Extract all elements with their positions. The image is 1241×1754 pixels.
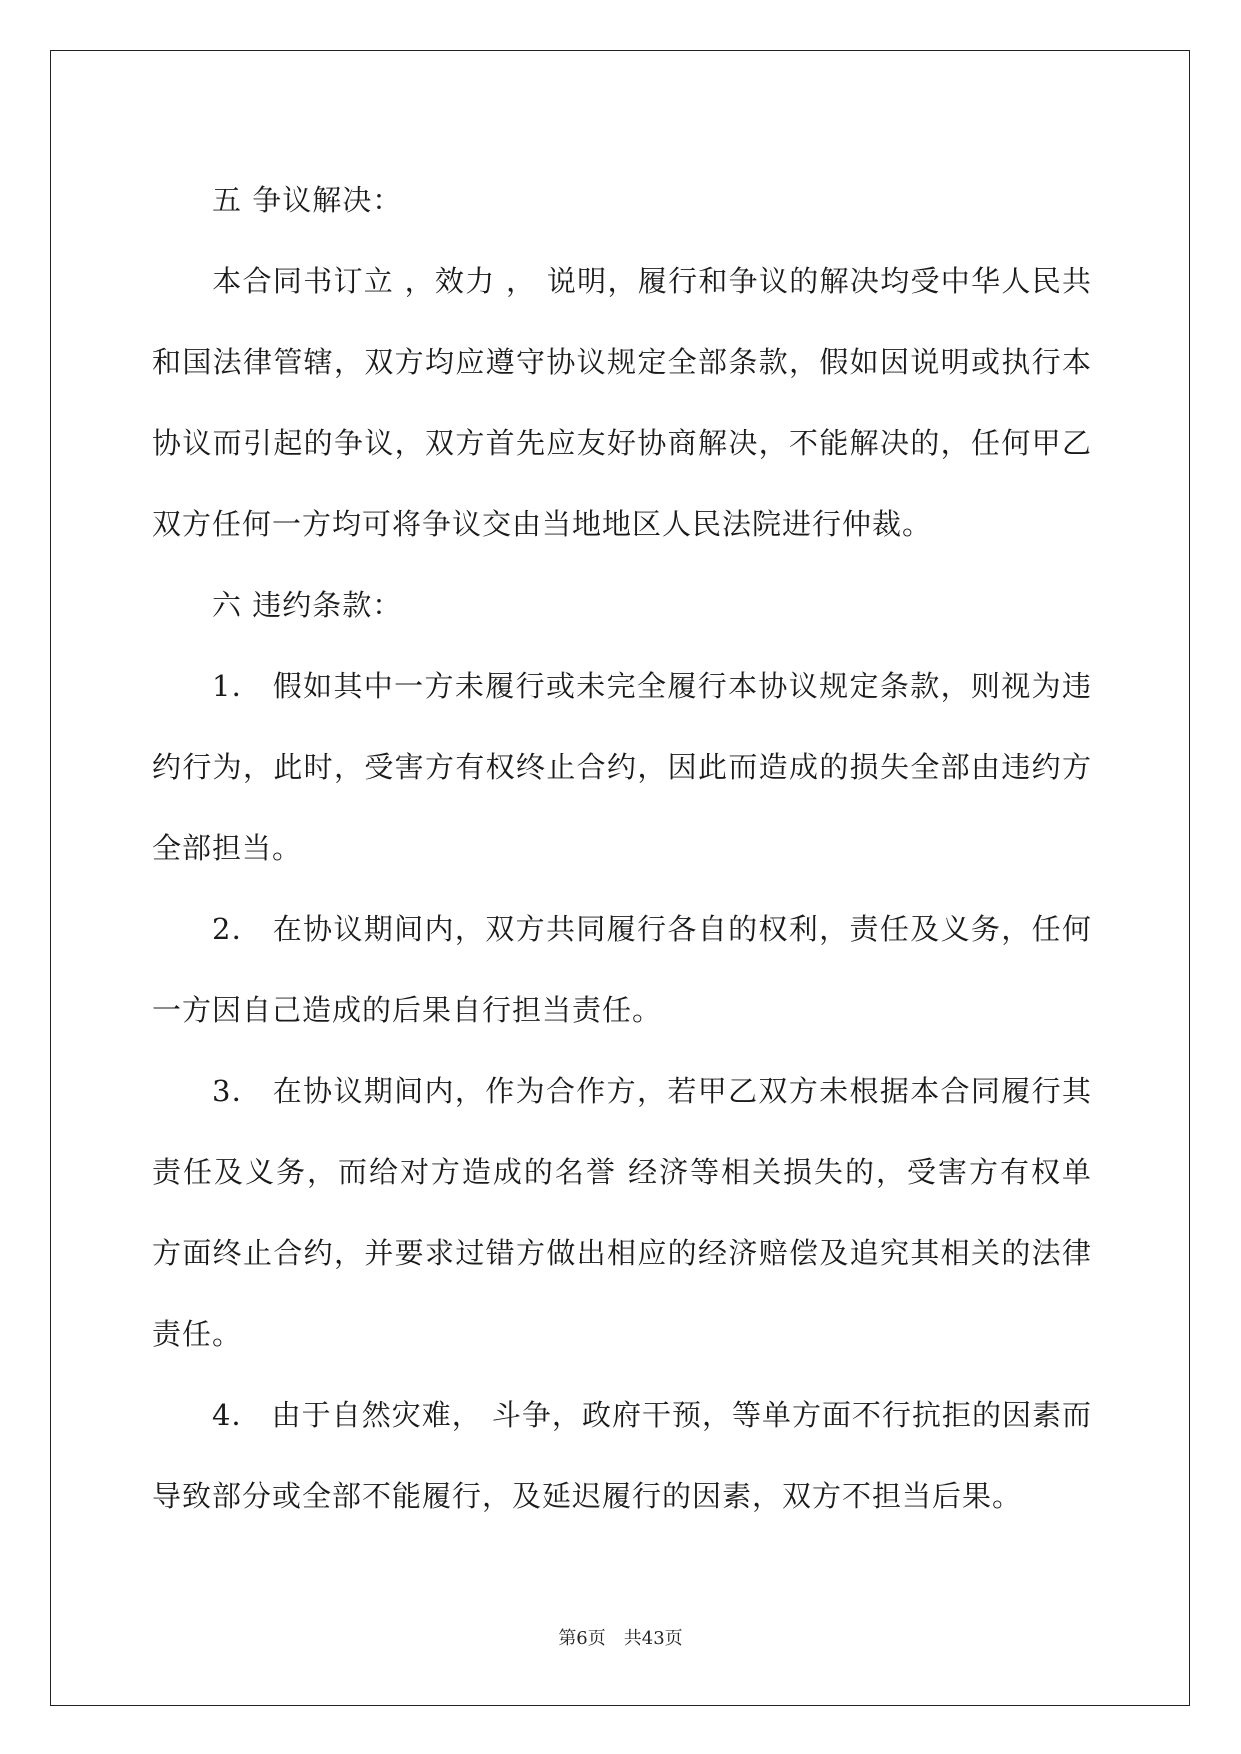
section-heading-dispute — [152, 160, 1092, 241]
paragraph-clause-3-text: 3． 在协议期间内，作为合作方，若甲乙双方未根据本合同履行其责任及义务，而给对方造成的名誉 经济等相关损失的，受害方有权单方面终止合约，并要求过错方做出相应的经济赔偿及追究其相关的法律责任。 — [152, 1074, 1092, 1351]
page-number: 第6页 共43页 — [558, 1628, 683, 1649]
paragraph-clause-4-text: 4． 由于自然灾难， 斗争，政府干预，等单方面不行抗拒的因素而导致部分或全部不能履行，及延迟履行的因素，双方不担当后果。 — [152, 1398, 1092, 1513]
paragraph-clause-3 — [152, 1051, 1092, 1375]
paragraph-clause-4 — [152, 1375, 1092, 1537]
paragraph-clause-1-text: 1． 假如其中一方未履行或未完全履行本协议规定条款，则视为违约行为，此时，受害方有权终止合约，因此而造成的损失全部由违约方全部担当。 — [152, 669, 1092, 865]
paragraph-clause-2-text: 2． 在协议期间内，双方共同履行各自的权利，责任及义务，任何一方因自己造成的后果自行担当责任。 — [152, 912, 1092, 1027]
section-heading-breach — [152, 565, 1092, 646]
paragraph-dispute-text: 本合同书订立 ，效力 ， 说明，履行和争议的解决均受中华人民共和国法律管辖，双方均应遵守协议规定全部条款，假如因说明或执行本协议而引起的争议，双方首先应友好协商解决，不能解决的，任何甲乙双方任何一方均可将争议交由当地地区人民法院进行仲裁。 — [152, 264, 1092, 541]
document-body — [152, 160, 1092, 1537]
page-footer — [0, 1624, 1241, 1650]
section-heading-breach-text: 六 违约条款： — [212, 588, 403, 622]
section-heading-dispute-text: 五 争议解决： — [212, 183, 403, 217]
paragraph-clause-2 — [152, 889, 1092, 1051]
paragraph-clause-1 — [152, 646, 1092, 889]
paragraph-dispute — [152, 241, 1092, 565]
